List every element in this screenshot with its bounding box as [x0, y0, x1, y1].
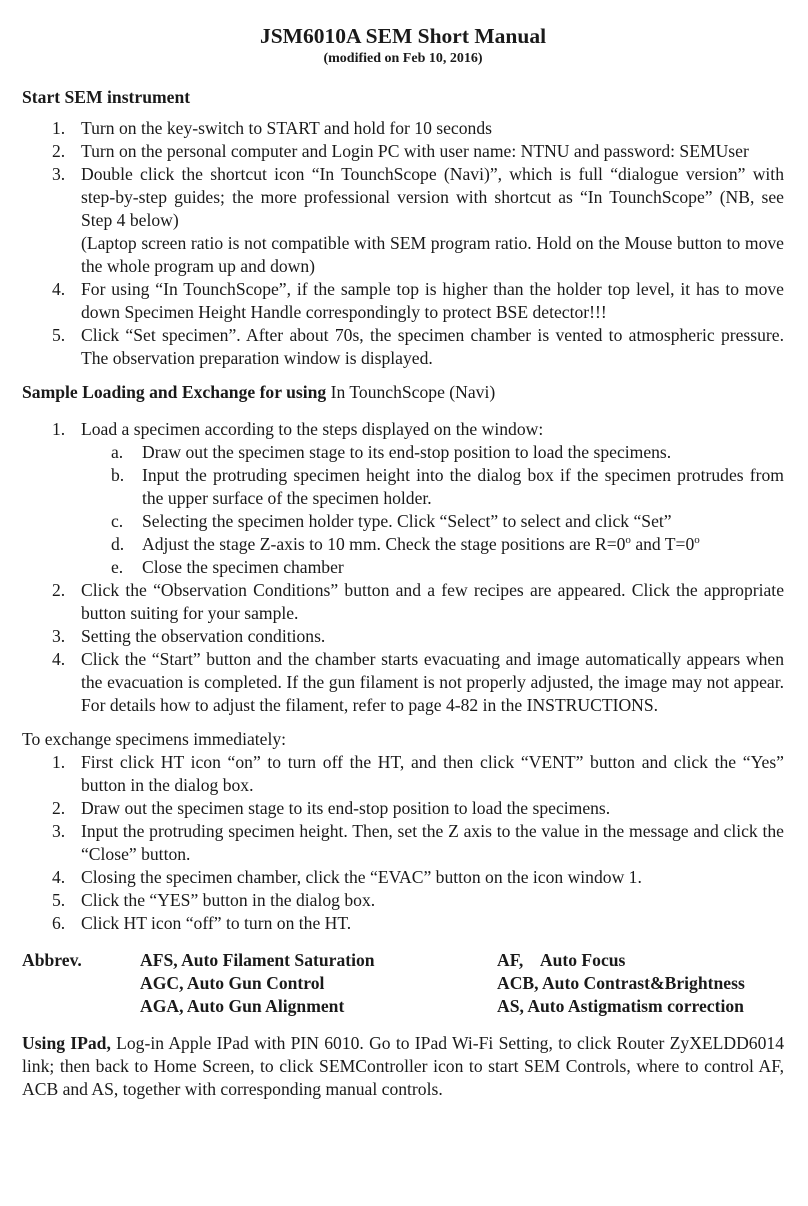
loading-substeps-list	[81, 441, 784, 579]
list-item: 4. Click the “Start” button and the chamber starts evacuating and image automatically appears when the evacuation is completed. If the gun filament is not properly adjusted, the image may not appear. For details how to adjust the filament, refer to page 4-82 in the INSTRUCTIONS.	[52, 649, 784, 715]
list-item: e. Close the specimen chamber	[111, 557, 344, 577]
list-item: 2. Turn on the personal computer and Login PC with user name: NTNU and password: SEMUser	[52, 141, 749, 161]
list-item: 2. Draw out the specimen stage to its end-stop position to load the specimens.	[52, 798, 611, 818]
list-item: 1. First click HT icon “on” to turn off the HT, and then click “VENT” button and click the “Yes” button in the dialog box.	[52, 752, 784, 795]
loading-steps-list	[22, 418, 784, 717]
list-item: 1. Turn on the key-switch to START and hold for 10 seconds	[52, 118, 492, 138]
list-item: a. Draw out the specimen stage to its end-stop position to load the specimens.	[111, 442, 672, 462]
page-title: JSM6010A SEM Short Manual	[259, 24, 547, 48]
exchange-intro: To exchange specimens immediately:	[22, 729, 287, 749]
manual-page	[22, 22, 784, 1101]
loading-section-heading: Sample Loading and Exchange for using In TounchScope (Navi)	[22, 382, 496, 402]
list-item: 3. Input the protruding specimen height. Then, set the Z axis to the value in the message and click the “Close” button.	[52, 821, 784, 864]
list-item: 2. Click the “Observation Conditions” button and a few recipes are appeared. Click the appropriate button suiting for your sample.	[52, 580, 784, 623]
start-section-heading: Start SEM instrument	[22, 87, 191, 107]
abbrev-entry: ACB, Auto Contrast&Brightness	[497, 973, 745, 993]
abbrev-entry: AS, Auto Astigmatism correction	[497, 996, 744, 1016]
ipad-paragraph: Using IPad, Log-in Apple IPad with PIN 6010. Go to IPad Wi-Fi Setting, to click Router ZyXELDD6014 link; then back to Home Screen, to click SEMController icon to start SEM Controls, where to control AF, ACB and AS, together with corresponding manual controls.	[22, 1033, 784, 1099]
page-subtitle: (modified on Feb 10, 2016)	[323, 51, 483, 66]
abbrev-label: Abbrev.	[22, 950, 82, 970]
abbrev-entry: AGC, Auto Gun Control	[140, 973, 325, 993]
list-item: d. Adjust the stage Z-axis to 10 mm. Check the stage positions are $R=0^o$ and $T=0^o$	[111, 534, 700, 554]
list-item: b. Input the protruding specimen height into the dialog box if the specimen protrudes from the upper surface of the specimen holder.	[111, 465, 784, 508]
abbrev-entry: AFS, Auto Filament Saturation	[140, 950, 375, 970]
abbreviations-table	[22, 949, 784, 1018]
list-item-note: (Laptop screen ratio is not compatible with SEM program ratio. Hold on the Mouse button to move the whole program up and down)	[81, 233, 784, 276]
list-item: 6. Click HT icon “off” to turn on the HT.	[52, 913, 352, 933]
list-item: 4. For using “In TounchScope”, if the sample top is higher than the holder top level, it has to move down Specimen Height Handle correspondingly to protect BSE detector!!!	[52, 279, 784, 322]
abbrev-entry: AF, Auto Focus	[497, 950, 626, 970]
abbrev-entry: AGA, Auto Gun Alignment	[140, 996, 345, 1016]
list-item: 5. Click the “YES” button in the dialog box.	[52, 890, 376, 910]
list-item: 5. Click “Set specimen”. After about 70s, the specimen chamber is vented to atmospheric pressure. The observation preparation window is displayed.	[52, 325, 784, 368]
list-item: 1. Load a specimen according to the steps displayed on the window: a. Draw out the specimen stage to its end-stop position to load the specimens. b. Input the protruding specimen height into the dialog box if the specimen protrudes from the upper surface of the specimen holder. c. Selecting the specimen holder type. Click “Select” to select and click “Set” d. Adjust the stage Z-axis to 10 mm. Check the stage positions are $R=0^o$ and $T=0^o$ e. Close the specimen chamber	[52, 419, 784, 577]
list-item: 3. Setting the observation conditions.	[52, 626, 326, 646]
list-item: c. Selecting the specimen holder type. Click “Select” to select and click “Set”	[111, 511, 672, 531]
list-item: 4. Closing the specimen chamber, click the “EVAC” button on the icon window 1.	[52, 867, 642, 887]
exchange-steps-list	[22, 751, 784, 935]
start-steps-list	[22, 117, 784, 370]
list-item: 3. Double click the shortcut icon “In TounchScope (Navi)”, which is full “dialogue version” with step-by-step guides; the more professional version with shortcut as “In TounchScope” (NB, see Step 4 below) (Laptop screen ratio is not compatible with SEM program ratio. Hold on the Mouse button to move the whole program up and down)	[52, 164, 784, 276]
